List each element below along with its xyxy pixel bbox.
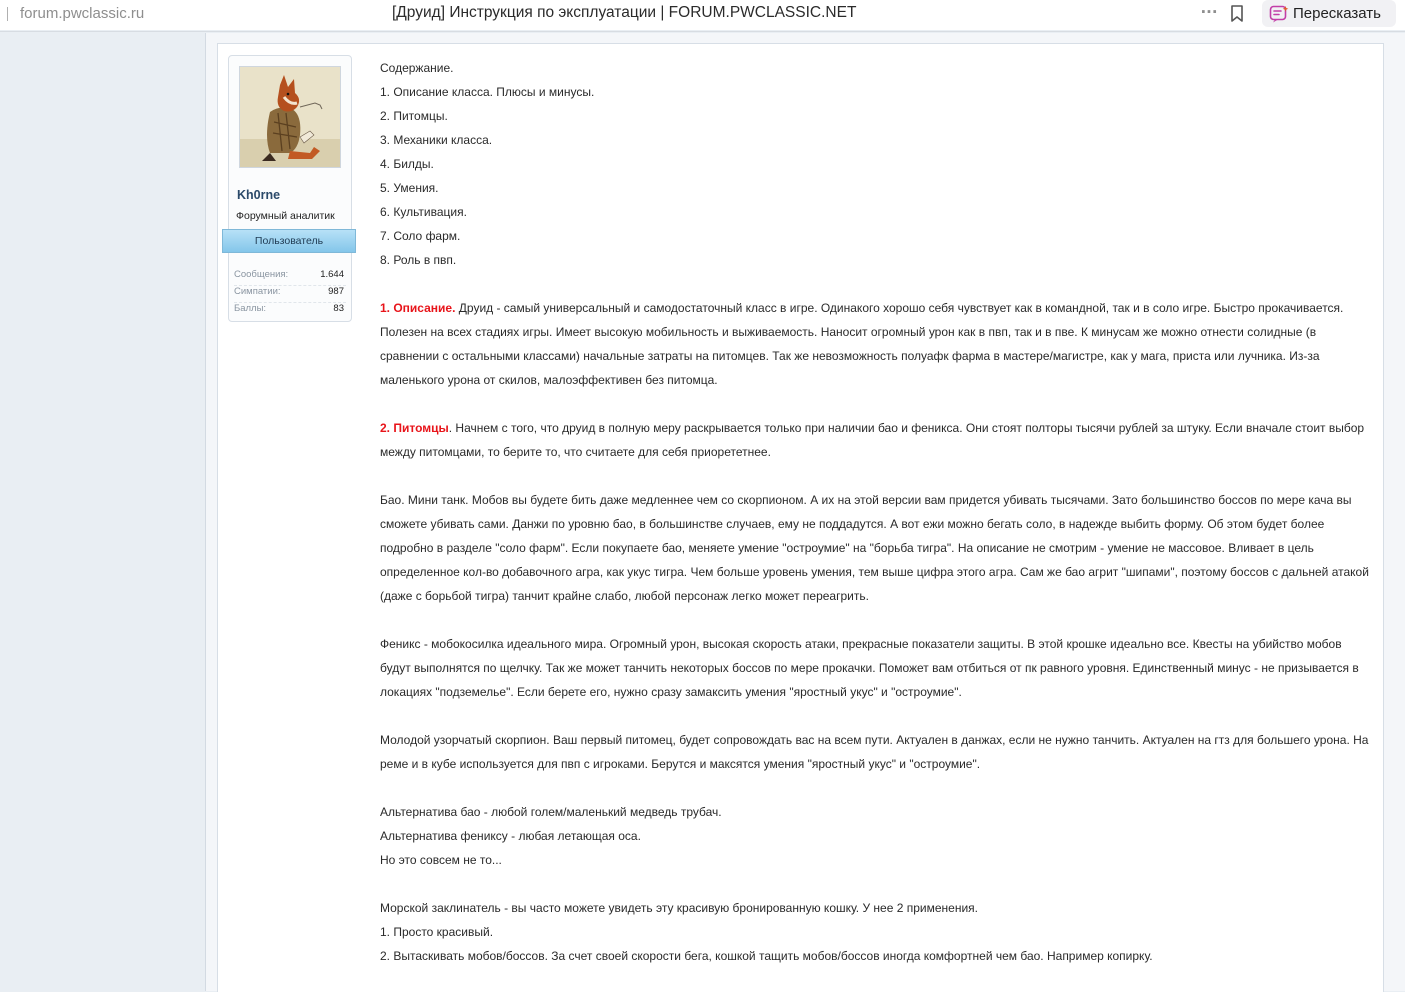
paragraph-line: Альтернатива фениксу - любая летающая оса. xyxy=(380,829,641,843)
paragraph-line: сможете убивать сами. Данжи по уровню бао, в большинстве случаев, ему не поддадутся. А вот ежи можно бегать соло, в надежде выбить форму. Об этом будет более xyxy=(380,517,1325,531)
paragraph-line: Альтернатива бао - любой голем/маленький медведь трубач. xyxy=(380,805,722,819)
toc-line: 8. Роль в пвп. xyxy=(380,253,457,267)
section-2-line xyxy=(380,416,1364,440)
paragraph-line: будут выполнятся по щелчку. Так же может танчить некоторых боссов по мере прокачки. Поможет вам отбиться от пк равного уровня. Единственный минус - не призывается в xyxy=(380,661,1359,675)
username-link[interactable]: Kh0rne xyxy=(237,188,281,202)
bookmark-icon[interactable] xyxy=(1225,2,1249,24)
user-role-ribbon: Пользователь xyxy=(222,229,356,253)
paragraph-line: подробно в разделе "соло фарм". Если покупаете бао, меняете умение "остроумие" на "борьба тигра". На описание не смотрим - умение не массовое. Вливает в цель xyxy=(380,541,1314,555)
page-title: [Друид] Инструкция по эксплуатации | FORUM.PWCLASSIC.NET xyxy=(392,4,857,21)
stat-label: Симпатии: xyxy=(234,286,281,297)
paragraph-line: (даже с борьбой тигра) танчит крайне слабо, любой персонаж легко может переагрить. xyxy=(380,589,869,603)
stat-label: Баллы: xyxy=(234,303,267,314)
section-heading: 1. Описание. xyxy=(380,301,456,315)
paragraph-text: Друид - самый универсальный и самодостаточный класс в игре. Одинакого хорошо себя чувствует как в командной, так и в соло игре. Быстро прокачивается. xyxy=(455,301,1344,315)
retell-button[interactable] xyxy=(1262,0,1396,27)
toc-line: 2. Питомцы. xyxy=(380,109,448,123)
paragraph-line: сравнении с остальными классами) начальные затраты на питомцев. Так же невозможность полуафк фарма в мастере/магистре, как у мага, приста или лучника. Из-за xyxy=(380,349,1320,363)
retell-label: Пересказать xyxy=(1293,5,1381,22)
paragraph-line: Молодой узорчатый скорпион. Ваш первый питомец, будет сопровождать вас на всем пути. Актуален в данжах, если не нужно танчить. Актуален на гтз для большего урона. На xyxy=(380,733,1369,747)
paragraph-line: Морской заклинатель - вы часто можете увидеть эту красивую бронированную кошку. У нее 2 применения. xyxy=(380,901,979,915)
toolbar-divider xyxy=(0,31,1405,32)
stat-likes xyxy=(234,285,346,302)
paragraph-line: Полезен на всех стадиях игры. Имеет высокую мобильность и выживаемость. Наносит огромный урон как в пвп, так и в пве. К минусам же можно отнести солидные (в xyxy=(380,325,1317,339)
section-heading: 2. Питомцы xyxy=(380,421,449,435)
toc-line: 1. Описание класса. Плюсы и минусы. xyxy=(380,85,595,99)
paragraph-line: 2. Вытаскивать мобов/боссов. За счет своей скорости бега, кошкой тащить мобов/боссов иногда комфортней чем бао. Например копирку. xyxy=(380,949,1153,963)
user-stats xyxy=(234,268,346,319)
paragraph-line: определенное кол-во добавочного агра, как укус тигра. Чем больше уровень умения, тем выше цифра этого агра. Сам же бао агрит "шипами", поэтому боссов с дальней атакой xyxy=(380,565,1369,579)
stat-value[interactable]: 1.644 xyxy=(320,269,344,280)
paragraph-line: локациях "подземелье". Если берете его, нужно сразу замаксить умения "яростный укус" и "остроумие". xyxy=(380,685,962,699)
address-bar[interactable] xyxy=(0,4,200,25)
paragraph-line: 1. Просто красивый. xyxy=(380,925,494,939)
browser-toolbar xyxy=(0,0,1405,30)
paragraph-line: маленького урона от скилов, малоэффективен без питомца. xyxy=(380,373,718,387)
toc-line: Содержание. xyxy=(380,61,454,75)
stat-messages xyxy=(234,268,346,285)
address-text: forum.pwclassic.ru xyxy=(20,5,145,22)
paragraph-line: Но это совсем не то... xyxy=(380,853,502,867)
toc-line: 4. Билды. xyxy=(380,157,434,171)
toc-line: 7. Соло фарм. xyxy=(380,229,461,243)
more-options-icon[interactable]: ··· xyxy=(1200,3,1218,21)
retell-icon xyxy=(1268,3,1290,25)
paragraph-line: между питомцами, то берите то, что считаете для себя приорететнее. xyxy=(380,445,771,459)
paragraph-line: реме и в кубе используется для пвп с игроками. Берутся и максятся умения "яростный укус" и "остроумие". xyxy=(380,757,981,771)
section-1-line xyxy=(380,296,1343,320)
paragraph-line: Бао. Мини танк. Мобов вы будете бить даже медленнее чем со скорпионом. А их на этой версии вам придется убивать тысячами. Зато большинство боссов по мере кача вы xyxy=(380,493,1352,507)
user-title: Форумный аналитик xyxy=(236,210,335,222)
stat-value: 987 xyxy=(328,286,344,297)
paragraph-text: . Начнем с того, что друид в полную меру раскрывается только при наличии бао и феникса. Они стоят полторы тысячи рублей за штуку. Если вначале стоит выбор xyxy=(448,421,1365,435)
toc-line: 3. Механики класса. xyxy=(380,133,493,147)
paragraph-line: Феникс - мобокосилка идеального мира. Огромный урон, высокая скорость атаки, прекрасные показатели защиты. В этой крошке идеально все. Квесты на убийство мобов xyxy=(380,637,1342,651)
avatar[interactable] xyxy=(239,66,341,168)
stat-value[interactable]: 83 xyxy=(333,303,344,314)
toc-line: 6. Культивация. xyxy=(380,205,467,219)
stat-label: Сообщения: xyxy=(234,269,289,280)
stat-points xyxy=(234,302,346,319)
sidebar-fold-icon xyxy=(0,7,8,21)
toc-line: 5. Умения. xyxy=(380,181,439,195)
